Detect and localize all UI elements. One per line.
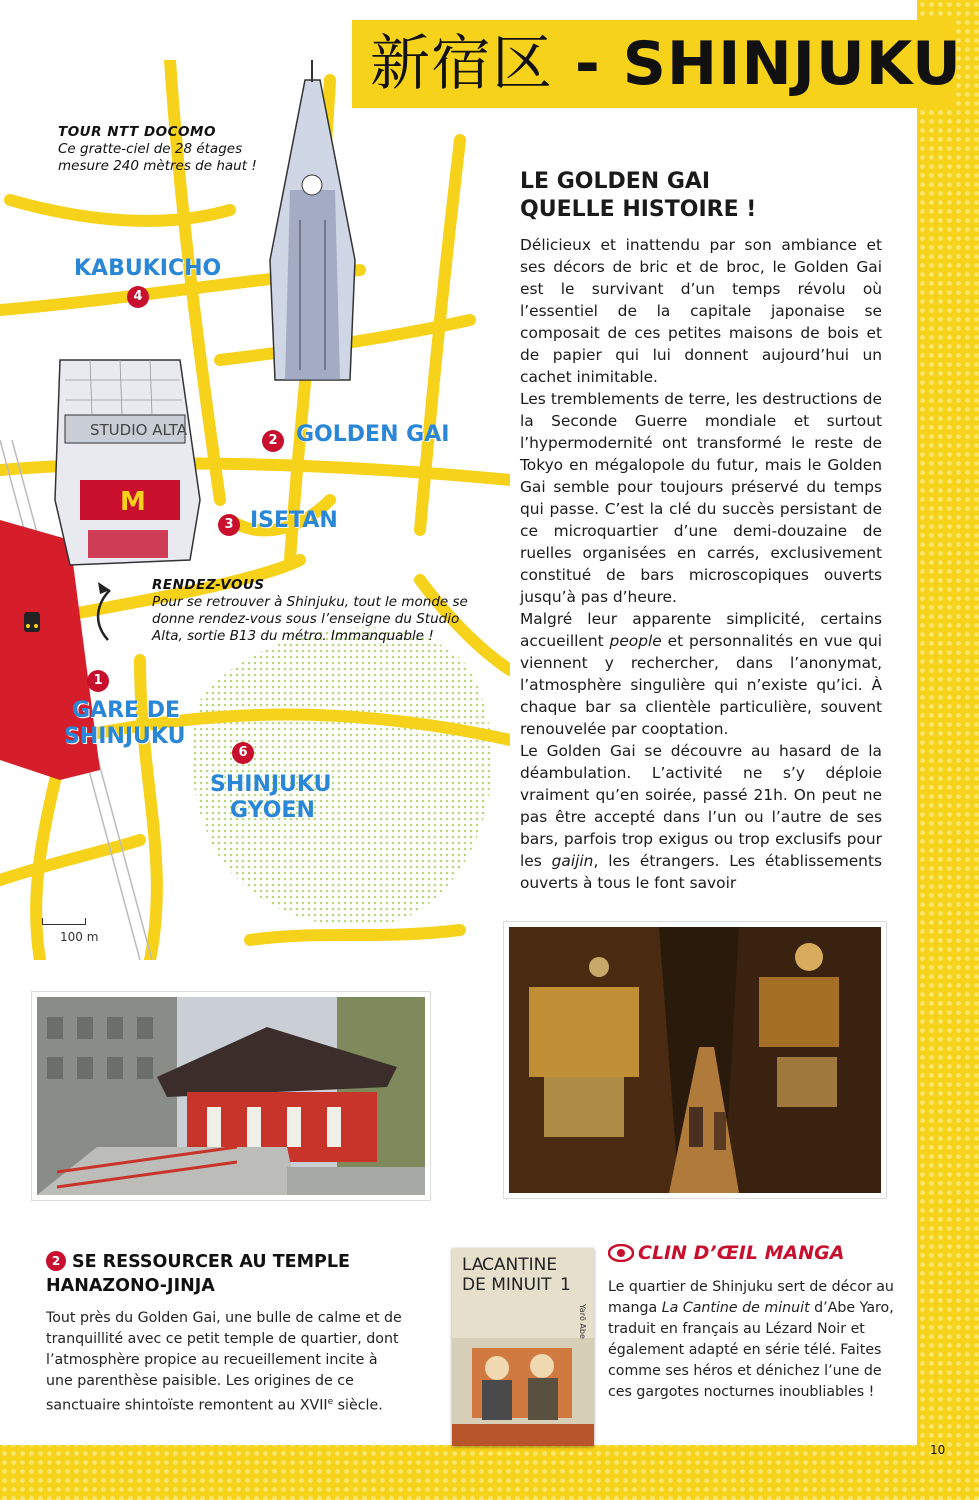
rendezvous-label — [152, 577, 470, 645]
title-latin: SHINJUKU — [622, 29, 962, 99]
svg-text:LA: LA — [462, 1255, 484, 1275]
district-map — [0, 60, 510, 960]
pin-2[interactable]: 2 — [262, 430, 284, 452]
pin-1[interactable]: 1 — [87, 670, 109, 692]
place-golden-gai: GOLDEN GAI — [296, 422, 450, 447]
alta-sign: STUDIO ALTA — [90, 421, 188, 439]
title-separator: - — [574, 29, 601, 99]
manga-body: Le quartier de Shinjuku sert de décor au manga La Cantine de minuit d’Abe Yaro, traduit en français au Lézard Noir et également adapté en série télé. Faites comme ses héros et dénichez l’une de ces gargotes nocturnes inoubliables ! — [608, 1279, 894, 1400]
photo-hanazono-temple — [32, 992, 430, 1200]
svg-text:CANTINE: CANTINE — [482, 1255, 558, 1275]
place-kabukicho: KABUKICHO — [74, 256, 222, 281]
scale-label: 100 m — [60, 930, 99, 944]
svg-text:1: 1 — [560, 1275, 571, 1295]
place-isetan: ISETAN — [250, 508, 338, 533]
temple-number-badge: 2 — [46, 1251, 66, 1271]
article-paragraph-3: Malgré leur apparente simplicité, certains accueillent people et personnalités en vue qui viennent y rechercher, dans l’anonymat, l’atmosphère singulière qui n’existe qu’ici. À chaque bar sa clientèle particulière, souvent renouvelée par cooptation. — [520, 610, 882, 738]
temple-title-line2: HANAZONO-JINJA — [46, 1276, 215, 1296]
manga-section — [608, 1240, 908, 1403]
manga-title-text: CLIN D’ŒIL MANGA — [638, 1242, 845, 1264]
article-body — [520, 234, 882, 894]
pin-4[interactable]: 4 — [127, 286, 149, 308]
article-paragraph-1: Délicieux et inattendu par son ambiance et ses décors de bric et de broc, le Golden Gai est le survivant d’un temps révolu où l’essentiel de la capitale japonaise se composait de ces petites maisons de bois et de papier qui lui donnent aujourd’hui un cachet inimitable. — [520, 236, 882, 386]
temple-section — [46, 1250, 406, 1417]
article-subheading: QUELLE HISTOIRE ! — [520, 197, 757, 222]
place-gyoen-line1: SHINJUKU — [210, 772, 332, 797]
article-golden-gai — [520, 168, 882, 894]
manga-title — [608, 1240, 908, 1269]
article-paragraph-4: Le Golden Gai se découvre au hasard de la déambulation. L’activité ne s’y déploie vraiment qu’en soirée, passé 21h. On peut ne pas être accepté dans l’un ou l’autre de ses bars, parfois trop exigus ou trop exclusifs pour les gaijin, les étrangers. Les établissements ouverts à tous le font savoir — [520, 742, 882, 892]
pin-3[interactable]: 3 — [218, 514, 240, 536]
temple-body: Tout près du Golden Gai, une bulle de calme et de tranquillité avec ce petit temple de quartier, dont l’atmosphère propice au recueillement incite à une parenthèse paisible. Les origines de ce sanctuaire shintoïste remontent au XVIIe siècle. — [46, 1310, 402, 1414]
svg-text:DE MINUIT: DE MINUIT — [462, 1275, 552, 1295]
article-paragraph-2: Les tremblements de terre, les destructions de la Seconde Guerre mondiale et surtout l’hypermodernité ont transformé le reste de Tokyo en mégalopole du futur, mais le Golden Gai semble pour toujours préservé du temps qui passe. C’est la clé du succès persistant de ce microquartier d’une demi-douzaine de ruelles organisées en carrés, exclusivement constitué de bars microscopiques ouverts jusqu’à pas d’heure. — [520, 390, 882, 606]
place-gare-line2: SHINJUKU — [64, 724, 186, 749]
eye-icon — [608, 1243, 634, 1269]
pin-6[interactable]: 6 — [232, 742, 254, 764]
title-kanji: 新宿区 — [370, 29, 553, 99]
photo-golden-gai-alley — [504, 922, 886, 1198]
studio-alta-building — [55, 360, 200, 565]
page-number: 10 — [930, 1443, 946, 1457]
temple-title — [46, 1250, 406, 1298]
article-heading: LE GOLDEN GAI — [520, 169, 711, 194]
svg-text:M: M — [120, 487, 146, 517]
scale-bar — [42, 918, 86, 925]
tower-name: TOUR NTT DOCOMO — [58, 124, 216, 140]
place-gare-line1: GARE DE — [72, 698, 181, 723]
place-gyoen-line2: GYOEN — [230, 798, 315, 823]
temple-title-line1: SE RESSOURCER AU TEMPLE — [72, 1252, 350, 1272]
manga-cover — [452, 1248, 594, 1446]
tower-label — [58, 124, 278, 175]
tower-caption: Ce gratte-ciel de 28 étages mesure 240 mètres de haut ! — [58, 141, 257, 174]
svg-text:Yarō Abe: Yarō Abe — [578, 1304, 587, 1339]
rendezvous-caption: Pour se retrouver à Shinjuku, tout le monde se donne rendez-vous sous l’enseigne du Studio Alta, sortie B13 du métro. Immanquable ! — [152, 594, 468, 644]
rendezvous-name: RENDEZ-VOUS — [152, 577, 265, 593]
docomo-tower-drawing — [270, 60, 355, 380]
